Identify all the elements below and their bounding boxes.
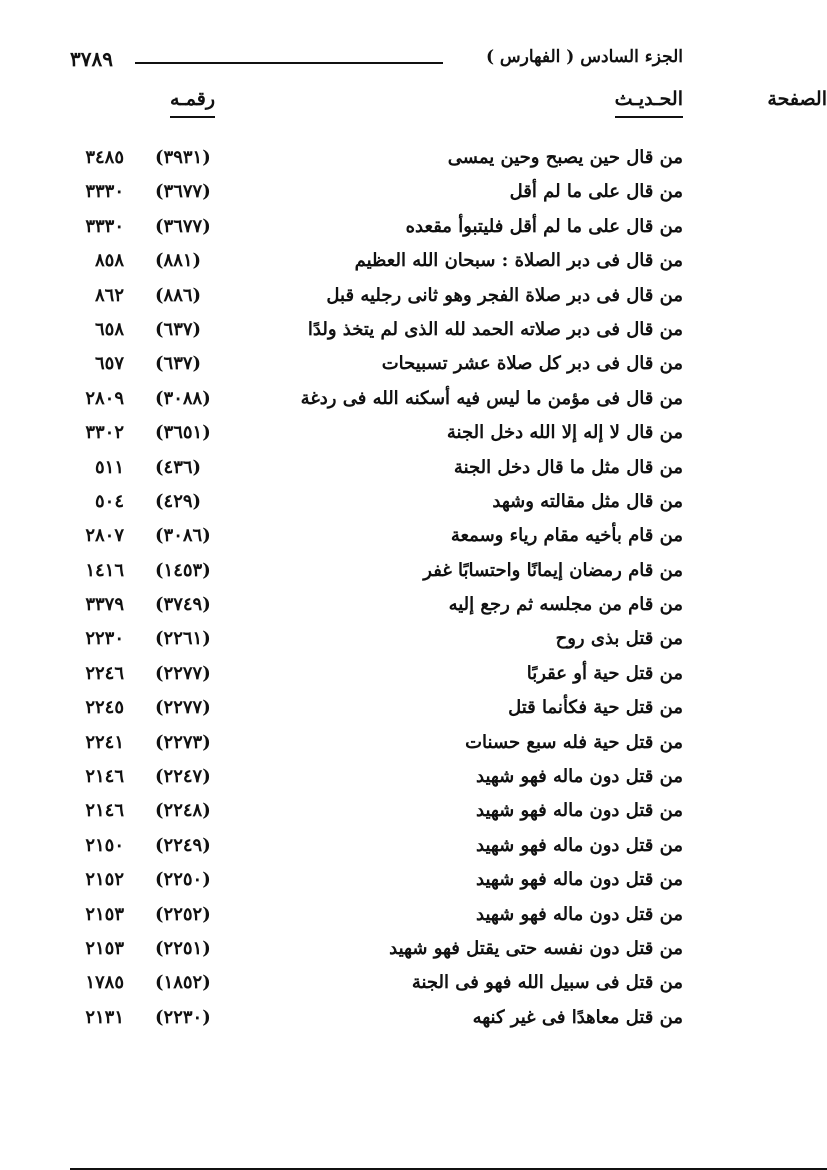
hadith-number: (٨٨٦) [155, 284, 202, 306]
hadith-number: (٢٢٣٠) [155, 1006, 211, 1028]
index-row [70, 934, 683, 968]
hadith-text: من قام من مجلسه ثم رجع إليه [448, 594, 683, 616]
page-reference: ١٧٨٥ [85, 972, 124, 994]
hadith-number: (٣٦٧٧) [155, 215, 211, 237]
hadith-number: (٢٢٤٩) [155, 834, 211, 856]
index-row [70, 556, 683, 590]
index-row [70, 384, 683, 418]
page-reference: ٣٣٣٠ [85, 215, 124, 237]
hadith-text: من قال مثل مقالته وشهد [492, 490, 683, 512]
index-row [70, 590, 683, 624]
hadith-number: (٢٢٧٧) [155, 697, 211, 719]
hadith-number: (٤٣٦) [155, 456, 202, 478]
index-row [70, 968, 683, 1002]
hadith-text: من قتل دون ماله فهو شهيد [476, 903, 683, 925]
page-reference: ٢٢٤١ [85, 731, 124, 753]
index-row [70, 1003, 683, 1037]
page-reference: ٥١١ [94, 456, 124, 478]
index-row [70, 418, 683, 452]
index-row [70, 831, 683, 865]
column-heading-hadith: الحـديـث [615, 88, 683, 118]
index-row [70, 281, 683, 315]
hadith-text: من قال مثل ما قال دخل الجنة [453, 456, 683, 478]
hadith-number: (٢٢٥١) [155, 937, 211, 959]
hadith-number: (٢٢٦١) [155, 628, 211, 650]
hadith-text: من قتل دون نفسه حتى يقتل فهو شهيد [389, 937, 683, 959]
index-row [70, 693, 683, 727]
hadith-number: (٣٩٣١) [155, 147, 211, 168]
page-reference: ٢٢٤٥ [85, 697, 124, 719]
hadith-number: (١٤٥٣) [155, 559, 211, 581]
column-heading-number: رقمـه [170, 88, 215, 118]
index-row [70, 762, 683, 796]
page-reference: ٢١٥٣ [85, 937, 124, 959]
hadith-text: من قال فى دبر صلاة الفجر وهو ثانى رجليه قبل [326, 284, 683, 306]
header-rule [135, 62, 443, 64]
hadith-text: من قتل دون ماله فهو شهيد [476, 766, 683, 788]
index-row [70, 246, 683, 280]
hadith-number: (٣٠٨٨) [155, 387, 211, 409]
page-reference: ٢٨٠٩ [85, 387, 124, 409]
hadith-number: (٨٨١) [155, 250, 202, 272]
hadith-text: من قال فى مؤمن ما ليس فيه أسكنه الله فى ردغة [300, 387, 683, 409]
page-reference: ٢١٤٦ [85, 766, 124, 788]
hadith-text: من قال فى دبر الصلاة : سبحان الله العظيم [354, 250, 683, 272]
hadith-text: من قتل حية أو عقربًا [526, 662, 683, 684]
index-row [70, 177, 683, 211]
hadith-text: من قال فى دبر صلاته الحمد لله الذى لم يتخذ ولدًا [307, 318, 683, 340]
page-reference: ٢١٥٠ [85, 834, 124, 856]
index-row [70, 143, 683, 177]
page-reference: ٦٥٨ [94, 318, 124, 340]
hadith-text: من قتل دون ماله فهو شهيد [476, 800, 683, 822]
hadith-text: من قتل حية فله سبع حسنات [465, 731, 683, 753]
index-row [70, 624, 683, 658]
hadith-number: (٢٢٥٠) [155, 869, 211, 891]
page-reference: ٢٢٤٦ [85, 662, 124, 684]
hadith-text: من قام بأخيه مقام رياء وسمعة [450, 525, 683, 547]
index-row [70, 865, 683, 899]
hadith-number: (٢٢٧٣) [155, 731, 211, 753]
hadith-number: (٦٣٧) [155, 353, 202, 375]
page-reference: ٣٣٧٩ [85, 594, 124, 616]
index-row [70, 453, 683, 487]
hadith-text: من قال لا إله إلا الله دخل الجنة [446, 422, 683, 444]
hadith-text: من قتل حية فكأنما قتل [508, 697, 683, 719]
hadith-number: (٣٦٥١) [155, 422, 211, 444]
page-reference: ٦٥٧ [94, 353, 124, 375]
index-row [70, 796, 683, 830]
hadith-number: (٢٢٤٨) [155, 800, 211, 822]
hadith-number: (٤٢٩) [155, 490, 202, 512]
index-row [70, 212, 683, 246]
page-reference: ٢١٥٢ [85, 869, 124, 891]
page-reference: ٥٠٤ [94, 490, 124, 512]
hadith-text: من قال على ما لم أقل [509, 181, 683, 203]
hadith-text: من قال على ما لم أقل فليتبوأ مقعده [405, 215, 683, 237]
index-row [70, 659, 683, 693]
hadith-number: (٣٦٧٧) [155, 181, 211, 203]
index-row [70, 315, 683, 349]
index-rows [70, 143, 683, 1037]
page-reference: ٨٥٨ [94, 250, 124, 272]
hadith-text: من قتل دون ماله فهو شهيد [476, 869, 683, 891]
page-reference: ٣٣٣٠ [85, 181, 124, 203]
hadith-text: من قتل معاهدًا فى غير كنهه [472, 1006, 683, 1028]
column-headings [70, 88, 827, 122]
hadith-text: من قال فى دبر كل صلاة عشر تسبيحات [381, 353, 683, 375]
hadith-number: (١٨٥٢) [155, 972, 211, 994]
page-reference: ٢١٣١ [85, 1006, 124, 1028]
hadith-number: (٢٢٤٧) [155, 766, 211, 788]
index-row [70, 487, 683, 521]
index-row [70, 521, 683, 555]
running-title: الجزء السادس ( الفهارس ) [485, 47, 683, 67]
page-reference: ٢١٤٦ [85, 800, 124, 822]
hadith-number: (٣٧٤٩) [155, 594, 211, 616]
hadith-number: (٢٢٥٢) [155, 903, 211, 925]
page-number: ٣٧٨٩ [70, 47, 113, 71]
index-row [70, 349, 683, 383]
page-reference: ٨٦٢ [94, 284, 124, 306]
column-heading-page: الصفحة [70, 88, 827, 1170]
page-reference: ٣٣٠٢ [85, 422, 124, 444]
hadith-number: (٢٢٧٧) [155, 662, 211, 684]
page-reference: ٢٨٠٧ [85, 525, 124, 547]
index-row [70, 728, 683, 762]
running-header [70, 45, 683, 75]
hadith-text: من قال حين يصبح وحين يمسى [447, 147, 683, 168]
hadith-text: من قتل دون ماله فهو شهيد [476, 834, 683, 856]
page-reference: ٢٢٣٠ [85, 628, 124, 650]
hadith-number: (٣٠٨٦) [155, 525, 211, 547]
index-row [70, 900, 683, 934]
hadith-text: من قتل بذى روح [555, 628, 683, 650]
hadith-text: من قام رمضان إيمانًا واحتسابًا غفر [423, 559, 683, 581]
page-reference: ٣٤٨٥ [85, 147, 124, 168]
page-reference: ١٤١٦ [85, 559, 124, 581]
hadith-number: (٦٣٧) [155, 318, 202, 340]
page-reference: ٢١٥٣ [85, 903, 124, 925]
hadith-text: من قتل فى سبيل الله فهو فى الجنة [411, 972, 683, 994]
